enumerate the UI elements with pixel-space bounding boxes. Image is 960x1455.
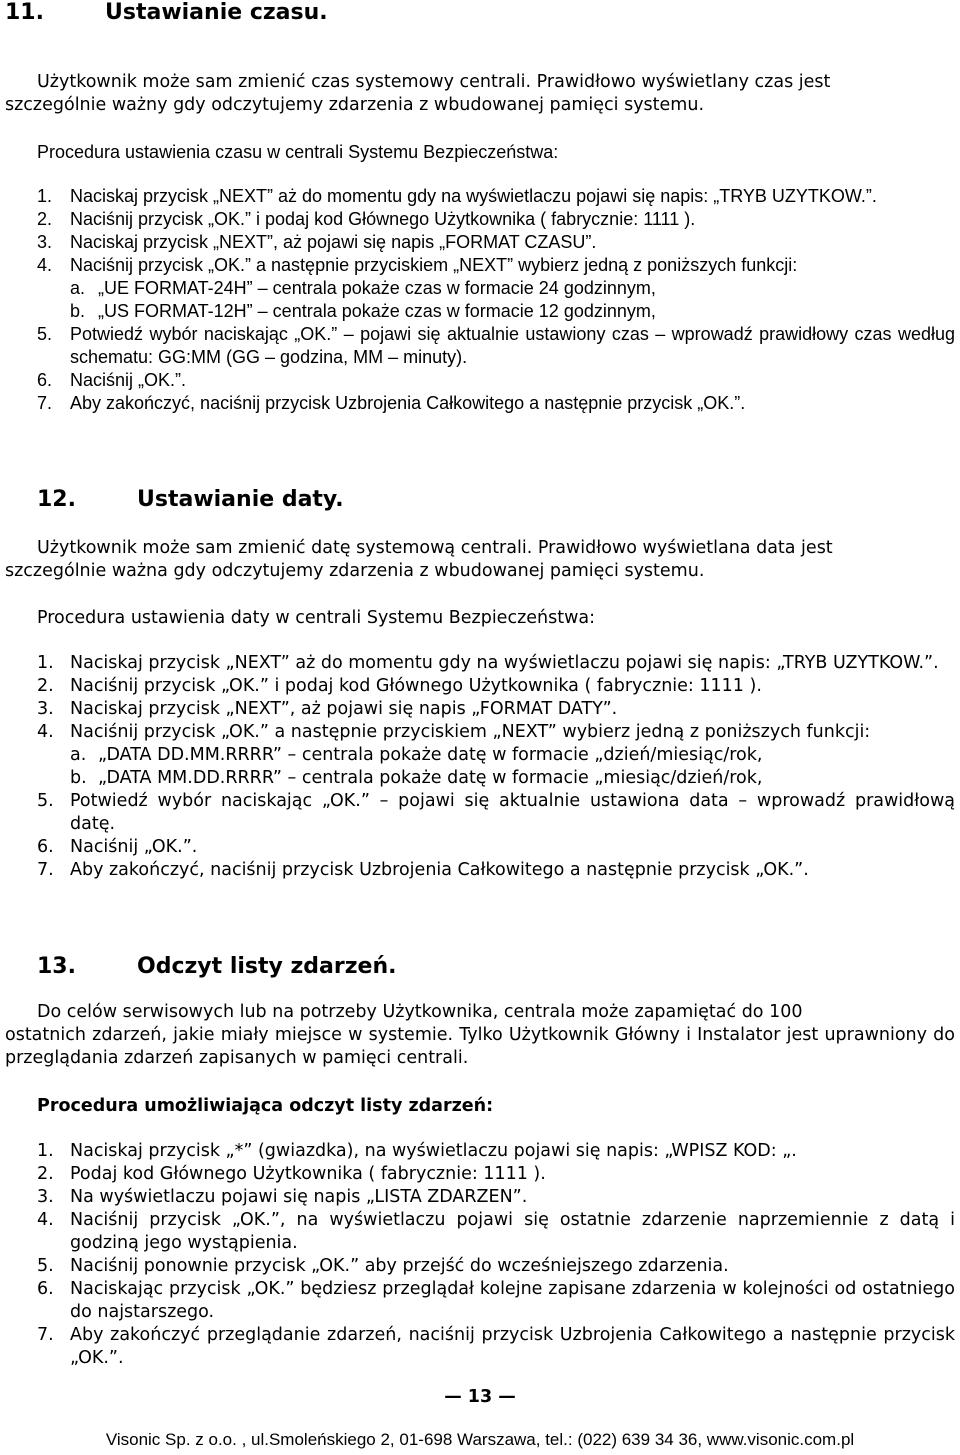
step-item: 2. Naciśnij przycisk „OK.” i podaj kod Głównego Użytkownika ( fabrycznie: 1111 ). xyxy=(37,209,696,229)
sub-steps xyxy=(70,744,955,790)
section-13-procedure-title: Procedura umożliwiająca odczyt listy zdarzeń: xyxy=(37,1096,494,1116)
step-item: 1. Naciskaj przycisk „*” (gwiazdka), na wyświetlaczu pojawi się napis: „WPISZ KOD: „. xyxy=(37,1141,797,1161)
section-13-steps xyxy=(37,1140,955,1370)
step-item: 5. Naciśnij ponownie przycisk „OK.” aby przejść do wcześniejszego zdarzenia. xyxy=(37,1256,729,1276)
step-item: 1. Naciskaj przycisk „NEXT” aż do momentu gdy na wyświetlaczu pojawi się napis: „TRYB UZYTKOW.”. xyxy=(37,186,877,206)
section-11-heading xyxy=(5,0,328,25)
step-item: 2. Naciśnij przycisk „OK.” i podaj kod Głównego Użytkownika ( fabrycznie: 1111 ). xyxy=(37,676,762,696)
step-item: 6. Naciśnij „OK.”. xyxy=(37,837,198,857)
section-12-intro xyxy=(5,537,955,583)
step-item: 2. Podaj kod Głównego Użytkownika ( fabrycznie: 1111 ). xyxy=(37,1164,546,1184)
section-11-procedure-title: Procedura ustawienia czasu w centrali Systemu Bezpieczeństwa: xyxy=(37,142,559,162)
step-item: 3. Naciskaj przycisk „NEXT”, aż pojawi się napis „FORMAT DATY”. xyxy=(37,699,618,719)
step-item: 7. Aby zakończyć, naciśnij przycisk Uzbrojenia Całkowitego a następnie przycisk „OK.”. xyxy=(37,393,746,413)
section-number: 13. xyxy=(37,954,76,979)
section-title: Ustawianie czasu. xyxy=(105,0,328,25)
section-12-procedure-title: Procedura ustawienia daty w centrali Systemu Bezpieczeństwa: xyxy=(37,608,596,628)
section-title: Ustawianie daty. xyxy=(137,487,344,512)
step-item: 6. Naciskając przycisk „OK.” będziesz przeglądał kolejne zapisane zdarzenia w kolejności od ostatniego do najstarszego. xyxy=(37,1279,955,1322)
intro-first-line: Użytkownik może sam zmienić czas systemowy centrali. Prawidłowo wyświetlany czas jest xyxy=(37,72,831,92)
section-title: Odczyt listy zdarzeń. xyxy=(137,954,397,979)
sub-step-item: a. „DATA DD.MM.RRRR” – centrala pokaże datę w formacie „dzień/miesiąc/rok, xyxy=(70,745,763,765)
intro-rest: szczególnie ważny gdy odczytujemy zdarzenia z wbudowanej pamięci systemu. xyxy=(5,95,705,115)
sub-step-item: b. „US FORMAT-12H” – centrala pokaże czas w formacie 12 godzinnym, xyxy=(70,301,656,321)
section-12-heading xyxy=(37,487,344,512)
section-11-steps xyxy=(37,185,955,415)
intro-rest: szczególnie ważna gdy odczytujemy zdarzenia z wbudowanej pamięci systemu. xyxy=(5,561,705,581)
section-12-steps xyxy=(37,652,955,882)
sub-step-item: b. „DATA MM.DD.RRRR” – centrala pokaże datę w formacie „miesiąc/dzień/rok, xyxy=(70,768,763,788)
step-item: 1. Naciskaj przycisk „NEXT” aż do momentu gdy na wyświetlaczu pojawi się napis: „TRYB UZYTKOW.”. xyxy=(37,653,939,673)
page-number: — 13 — xyxy=(444,1387,516,1407)
step-item: 3. Naciskaj przycisk „NEXT”, aż pojawi się napis „FORMAT CZASU”. xyxy=(37,232,597,252)
step-item: 3. Na wyświetlaczu pojawi się napis „LISTA ZDARZEN”. xyxy=(37,1187,528,1207)
step-item: 4. Naciśnij przycisk „OK.” a następnie przyciskiem „NEXT” wybierz jedną z poniższych funkcji: a. „UE FORMAT-24H” – centrala pokaże czas w formacie 24 godzinnym, b. „US FORMAT-12H” – centrala pokaże czas w formacie 12 godzinnym, xyxy=(37,254,955,323)
step-item: 6. Naciśnij „OK.”. xyxy=(37,370,187,390)
intro-first-line: Użytkownik może sam zmienić datę systemową centrali. Prawidłowo wyświetlana data jest xyxy=(37,538,833,558)
step-item: 5. Potwiedź wybór naciskając „OK.” – pojawi się aktualnie ustawiony czas – wprowadź prawidłowy czas według schematu: GG:MM (GG – godzina, MM – minuty). xyxy=(37,324,955,367)
step-item: 5. Potwiedź wybór naciskając „OK.” – pojawi się aktualnie ustawiona data – wprowadź prawidłową datę. xyxy=(37,791,955,834)
section-number: 11. xyxy=(5,0,44,25)
sub-steps xyxy=(70,277,955,323)
step-item: 7. Aby zakończyć, naciśnij przycisk Uzbrojenia Całkowitego a następnie przycisk „OK.”. xyxy=(37,860,809,880)
section-11-intro xyxy=(5,71,955,117)
sub-step-item: a. „UE FORMAT-24H” – centrala pokaże czas w formacie 24 godzinnym, xyxy=(70,278,656,298)
step-item: 4. Naciśnij przycisk „OK.” a następnie przyciskiem „NEXT” wybierz jedną z poniższych funkcji: a. „DATA DD.MM.RRRR” – centrala pokaże datę w formacie „dzień/miesiąc/rok, b. „DATA MM.DD.RRRR” – centrala pokaże datę w formacie „miesiąc/dzień/rok, xyxy=(37,721,955,790)
intro-first-line: Do celów serwisowych lub na potrzeby Użytkownika, centrala może zapamiętać do 100 xyxy=(37,1002,803,1022)
step-item: 4. Naciśnij przycisk „OK.”, na wyświetlaczu pojawi się ostatnie zdarzenie naprzemiennie z datą i godziną jego wystąpienia. xyxy=(37,1210,955,1253)
step-item: 7. Aby zakończyć przeglądanie zdarzeń, naciśnij przycisk Uzbrojenia Całkowitego a następnie przycisk „OK.”. xyxy=(37,1325,955,1368)
intro-rest: ostatnich zdarzeń, jakie miały miejsce w systemie. Tylko Użytkownik Główny i Instalator jest uprawniony do przeglądania zdarzeń zapisanych w pamięci centrali. xyxy=(5,1025,955,1068)
section-number: 12. xyxy=(37,487,76,512)
page-footer: Visonic Sp. z o.o. , ul.Smoleńskiego 2, 01-698 Warszawa, tel.: (022) 639 34 36, www.visonic.com.pl xyxy=(105,1430,855,1449)
section-13-intro xyxy=(5,1001,955,1070)
section-13-heading xyxy=(37,954,397,979)
